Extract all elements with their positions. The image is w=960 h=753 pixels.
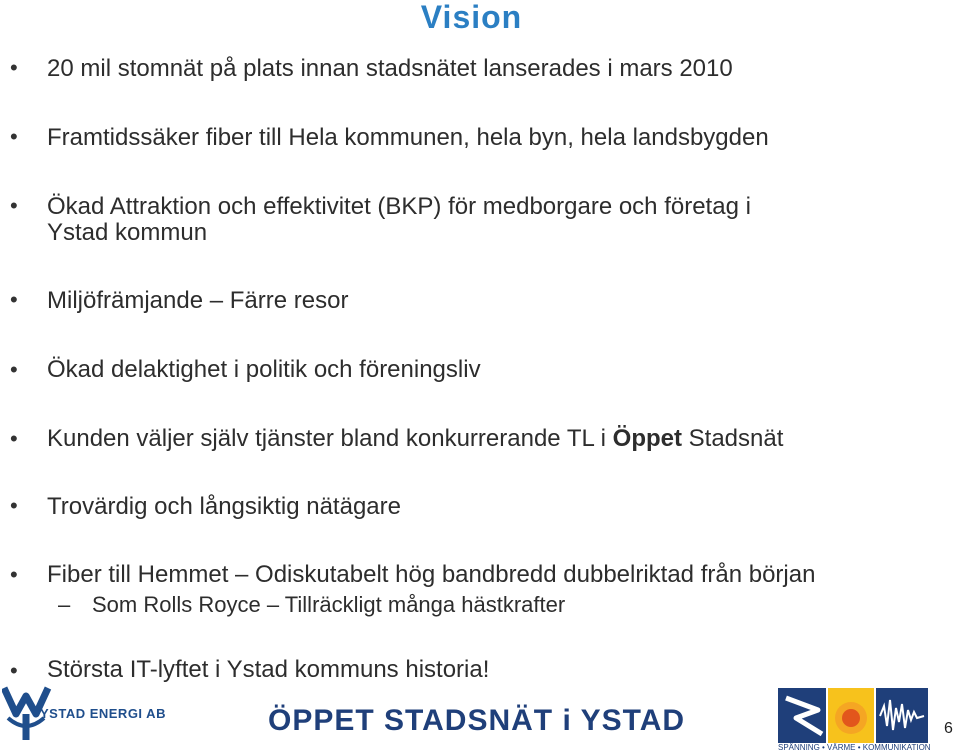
bullet-item-miljo: Miljöfrämjande – Färre resor: [47, 287, 349, 314]
bullet-item-storsta: Största IT-lyftet i Ystad kommuns historia!: [47, 656, 490, 683]
bullet-marker: •: [10, 493, 18, 518]
bullet-marker: •: [10, 124, 18, 149]
ystad-energi-logo: [2, 686, 166, 746]
kunden-text-before: Kunden väljer själv tjänster bland konkurrerande TL i: [47, 425, 613, 452]
ystad-energi-label: YSTAD ENERGI AB: [40, 706, 166, 721]
bullet-item-trovardig: Trovärdig och långsiktig nätägare: [47, 493, 401, 520]
bullet-item-stomnat: 20 mil stomnät på plats innan stadsnätet lanserades i mars 2010: [47, 55, 733, 82]
bullet-item-framtidssaker: Framtidssäker fiber till Hela kommunen, hela byn, hela landsbygden: [47, 124, 769, 151]
bullet-item-attraktion-line2: Ystad kommun: [47, 219, 208, 246]
bullet-item-kunden: [47, 425, 783, 453]
sub-bullet-rolls-royce: Som Rolls Royce – Tillräckligt många hästkrafter: [92, 592, 566, 617]
kunden-text-after: Stadsnät: [681, 425, 784, 452]
bullet-marker: •: [10, 426, 18, 451]
partner-logos: [778, 688, 928, 750]
lightning-sun-wave-icon: [778, 688, 928, 743]
bullet-item-attraktion-line1: Ökad Attraktion och effektivitet (BKP) för medborgare och företag i: [47, 193, 751, 220]
oppet-stadsnat-banner: ÖPPET STADSNÄT i YSTAD: [268, 704, 686, 737]
bullet-marker: •: [10, 658, 18, 683]
bullet-item-delaktighet: Ökad delaktighet i politik och föreningsliv: [47, 356, 481, 383]
oppet-bold: Öppet: [612, 425, 682, 452]
bullet-marker: •: [10, 287, 18, 312]
bullet-item-fiber-hemmet: Fiber till Hemmet – Odiskutabelt hög bandbredd dubbelriktad från början: [47, 561, 816, 588]
bullet-marker: •: [10, 193, 18, 218]
sub-bullet-dash: –: [58, 592, 71, 617]
page-number: 6: [944, 720, 953, 737]
bullet-marker: •: [10, 562, 18, 587]
slide-title: Vision: [420, 0, 523, 35]
bullet-marker: •: [10, 357, 18, 382]
partner-caption: SPÄNNING • VÄRME • KOMMUNIKATION: [778, 743, 931, 752]
footer: [0, 686, 960, 753]
bullet-marker: •: [10, 55, 18, 80]
